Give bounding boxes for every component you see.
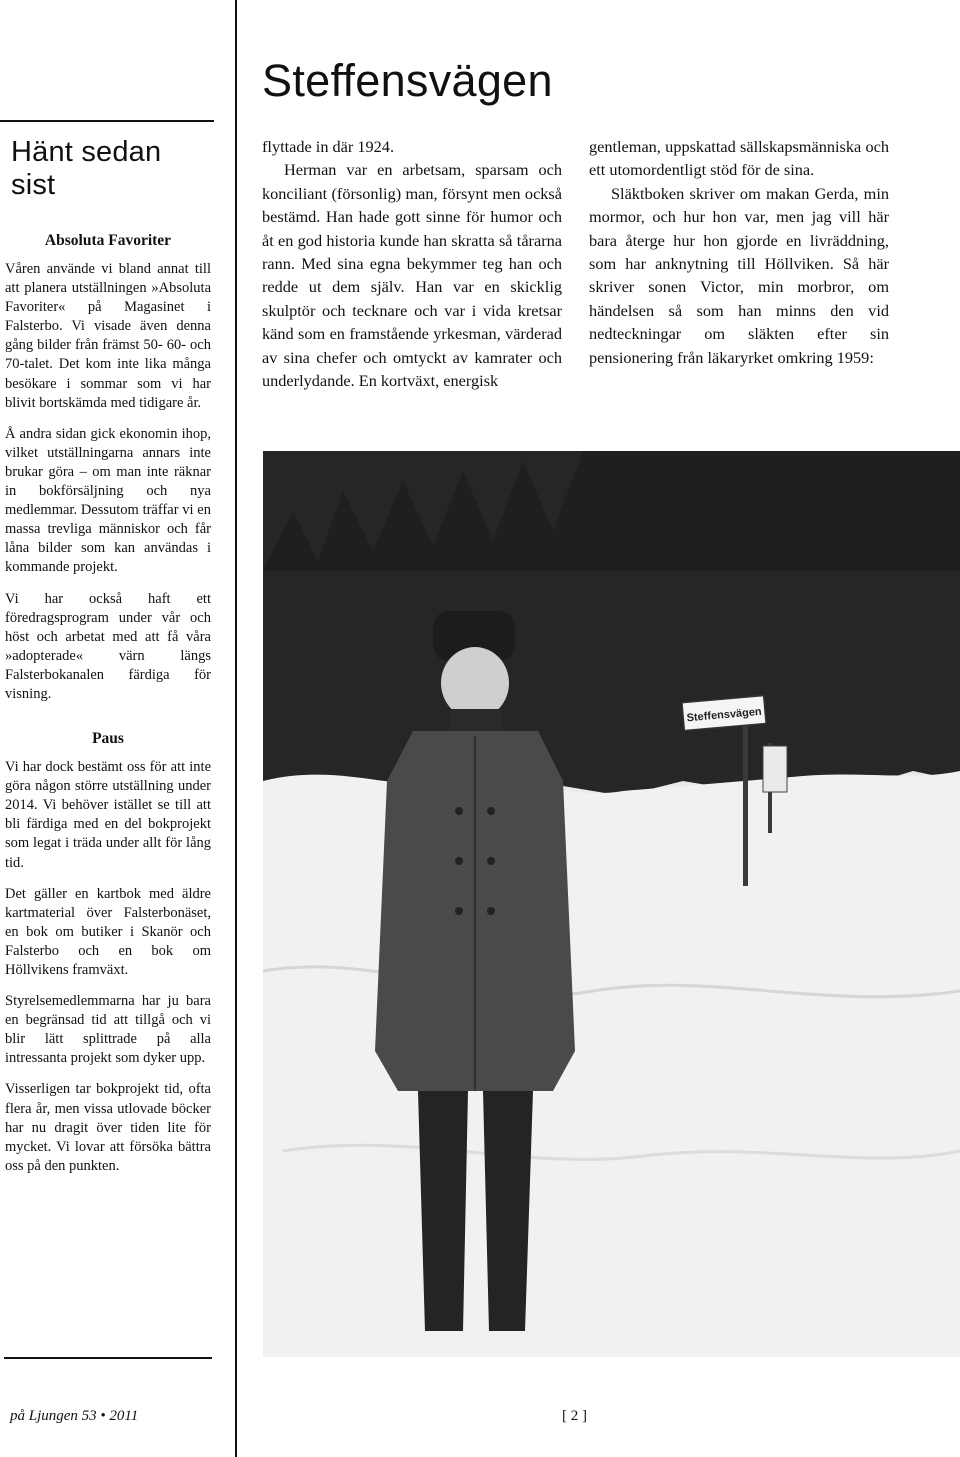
sidebar-paragraph: Vi har dock bestämt oss för att inte göra någon större utställning under 2014. Vi behöver istället se till att bli färdiga med en del bokprojekt som legat i träda under allt för lång tid.	[5, 759, 211, 871]
article-column-2	[589, 135, 889, 369]
sidebar-paragraph: Det gäller en kartbok med äldre kartmaterial över Falsterbonäset, en bok om butiker i Skanör och Falsterbo och en bok om Höllvikens framväxt.	[5, 885, 211, 978]
sidebar-paragraph: Å andra sidan gick ekonomin ihop, vilket utställningarna annars inte brukar göra – om man inte räknar in bokförsäljning och nya medlemmar. Dessutom träffar vi en massa trevliga människor och får låna bilder som kan användas i kommande projekt.	[5, 425, 211, 576]
face	[441, 647, 509, 719]
photo-illustration	[263, 451, 960, 1357]
trouser-right	[483, 1091, 533, 1331]
section-heading-favoriter: Absoluta Favoriter	[44, 232, 172, 249]
article-column-1	[262, 135, 562, 392]
sidebar-title: Hänt sedan sist	[11, 136, 162, 201]
snow-bank	[263, 771, 960, 1357]
sign-post	[743, 706, 748, 886]
footer-publication: på Ljungen 53 • 2011	[10, 1408, 139, 1424]
article-paragraph: gentleman, uppskattad sällskapsmänniska och ett utomordentligt stöd för de sina.	[589, 137, 889, 180]
sidebar-paragraph: Styrelsemedlemmarna har ju bara en begränsad tid att tillgå och vi blir lätt splittrade på alla intressanta projekt som dyker upp.	[5, 993, 211, 1067]
sidebar-paragraph: Våren använde vi bland annat till att planera utställningen »Absoluta Favoriter« på Magasinet i Falsterbo. Vi visade även denna gång bilder från främst 50- 60- och 70-talet. Det kom inte lika många besökare i sommar som vi har blivit bortskämda med tidigare år.	[5, 261, 211, 411]
column-divider	[235, 0, 237, 1457]
trouser-left	[418, 1091, 468, 1331]
street-sign-text: Steffensvägen	[686, 705, 763, 725]
sidebar-bottom-rule	[4, 1357, 212, 1359]
small-sign	[763, 746, 787, 792]
sidebar-paragraph: Visserligen tar bokprojekt tid, ofta flera år, men vissa utlovade böcker har nu dragit över tiden lite för mycket. Vi lovar att försöka bättra oss på den punkten.	[5, 1081, 211, 1174]
article-paragraph: flyttade in där 1924.	[262, 137, 395, 156]
page-number: [ 2 ]	[562, 1408, 587, 1424]
article-paragraph: Herman var en arbetsam, sparsam och konciliant (försonlig) man, försynt men också bestämd. Han hade gott sinne för humor och åt en god historia kunde han skratta så tårarna rann. Med sina egna bekymmer teg han och redde ut dem själv. Han var en skicklig skulptör och tecknare och var i vida kretsar känd som en framstående yrkesman, värderad av sina chefer och omtyckt av kamrater och underlydande. En kortväxt, energisk	[262, 160, 562, 391]
article-photo	[263, 451, 960, 1357]
sidebar-paragraph: Vi har också haft ett föredragsprogram under vår och höst och arbetat med att få våra »adopterade« värn längs Falsterbokanalen färdiga för visning.	[5, 590, 211, 702]
sidebar-top-rule	[0, 120, 214, 122]
section-heading-paus: Paus	[92, 730, 124, 748]
sidebar	[5, 128, 211, 1188]
article-paragraph: Släktboken skriver om makan Gerda, min mormor, och hur hon var, men jag vill här bara återge hur hon gjorde en livräddning, som har anknytning till Höllviken. Så här skriver sonen Victor, min morbror, om händelsen så som han minns den vid nedteckningar om släkten efter sin pensionering från läkaryrket omkring 1959:	[589, 183, 889, 367]
article-title: Steffensvägen	[262, 55, 553, 106]
